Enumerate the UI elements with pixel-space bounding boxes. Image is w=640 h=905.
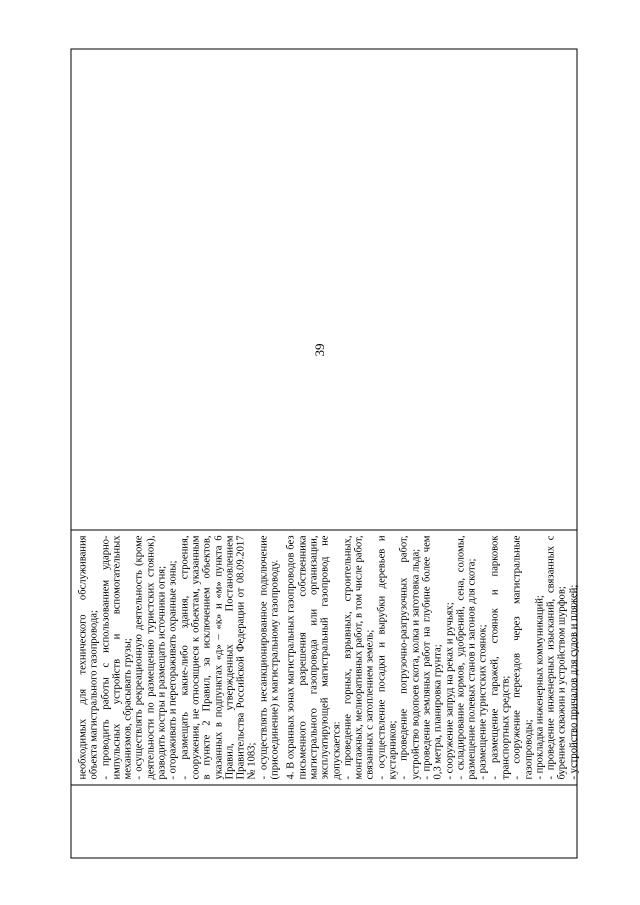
paragraph: - проведение инженерных изысканий, связанных с бурением скважин и устройством шурфов;: [545, 535, 568, 780]
paragraph: - осуществление посадки и вырубки деревьев и кустарников;: [376, 535, 399, 780]
paragraph: - прокладка инженерных коммуникаций;: [534, 595, 546, 780]
paragraph: - осуществлять несанкционированное подключение (присоединение) к магистральному газопроводу.: [258, 535, 281, 780]
paragraph: - размещение туристских стоянок;: [477, 624, 489, 780]
paragraph: необходимых для технического обслуживания объекта магистрального газопровода;: [77, 535, 100, 780]
table-column-1: [72, 785, 577, 858]
table-column-restrictions: [72, 530, 580, 785]
page-number: 39: [312, 343, 327, 357]
paragraph: - устройство причалов для судов и пляжей;: [568, 584, 580, 780]
paragraph: - размещение гаражей, стоянок и парковок транспортных средств;: [489, 535, 512, 780]
paragraph: - проведение горных, взрывных, строительных, монтажных, мелиоративных работ, в том числе работ, связанных с затоплением земель;: [342, 535, 376, 780]
paragraph: - осуществлять рекреационную деятельность (кроме деятельности по размещению туристских стоянок), разводить костры и размещать источники огня;: [133, 535, 168, 780]
paragraph: - проведение погрузочно-разгрузочных работ, устройство водопоев скота, колка и заготовка льда;: [398, 535, 422, 780]
restrictions-text: [72, 531, 584, 785]
paragraph: 4. В охранных зонах магистральных газопроводов без письменного разрешения собственника магистрального газопровода или организации, эксплуатирующей магистральный газопровод не допускается:: [285, 535, 343, 780]
paragraph: - складирование кормов, удобрений, сена, соломы, размещение полевых станов и загонов для скота;: [455, 535, 478, 780]
table-column-3: [72, 50, 577, 530]
document-table: [71, 49, 578, 859]
paragraph: - размещать какие-либо здания, строения, сооружения, не относящиеся к объектам, указанным в пункте 2 Правил, за исключением объектов, указанных в подпунктах «д» – «к» и «м» пункта 6 Правил, утвержденных Постановлением Правительства Российской Федерации от 08.09.2017 № 1083;: [179, 535, 258, 780]
paragraph: - сооружение переездов через магистральные газопроводы;: [511, 535, 535, 780]
paragraph: - проводить работы с использованием ударно-импульсных устройств и вспомогательных механизмов, сбрасывать грузы;: [100, 535, 134, 780]
paragraph: - огораживать и перегораживать охранные зоны;: [167, 560, 179, 780]
paragraph: - сооружение запруд на реках и ручьях;: [444, 602, 455, 780]
paragraph: - проведение земляных работ на глубине более чем 0,3 метра, планировка грунта;: [421, 535, 444, 780]
